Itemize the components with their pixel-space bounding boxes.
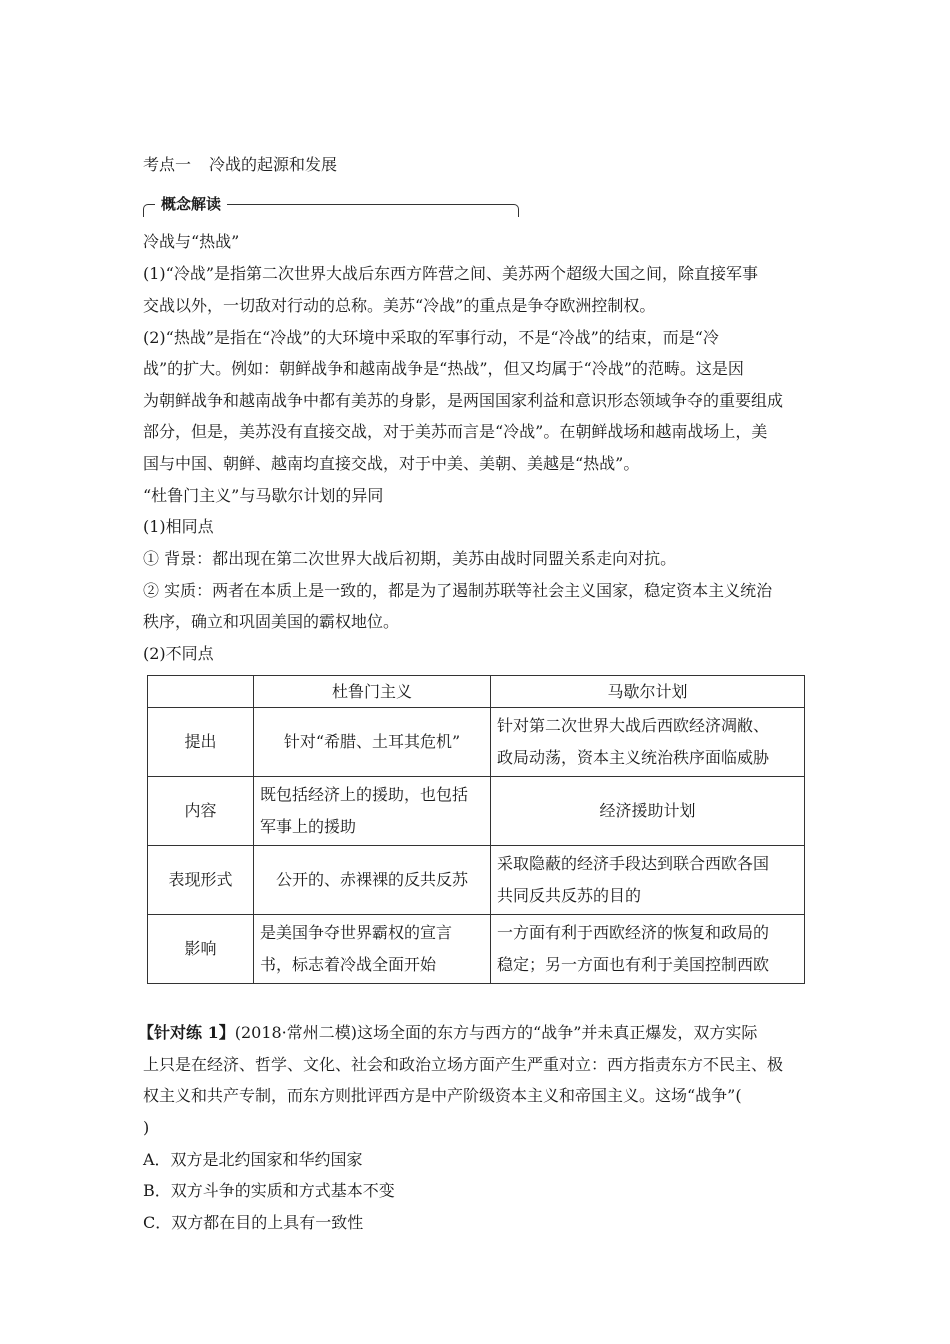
paragraph-line: 冷战与“热战” xyxy=(143,232,240,251)
table-cell xyxy=(491,708,805,777)
table-header-cell: 杜鲁门主义 xyxy=(254,676,491,708)
table-row xyxy=(148,846,805,915)
paragraph-line: (2)不同点 xyxy=(143,644,214,663)
cell-line: 共同反共反苏的目的 xyxy=(497,886,642,905)
exercise-line: 权主义和共产专制，而东方则批评西方是中产阶级资本主义和帝国主义。这场“战争”( xyxy=(143,1086,742,1105)
paragraph-line: 国与中国、朝鲜、越南均直接交战，对于中美、美朝、美越是“热战”。 xyxy=(143,454,640,473)
option-a[interactable]: A．双方是北约国家和华约国家 xyxy=(143,1150,363,1169)
paragraph-line: 部分，但是，美苏没有直接交战，对于美苏而言是“冷战”。在朝鲜战场和越南战场上，美 xyxy=(143,422,768,441)
table-cell: 经济援助计划 xyxy=(491,777,805,846)
table-cell: 公开的、赤裸裸的反共反苏 xyxy=(254,846,491,915)
table-cell xyxy=(491,846,805,915)
table-cell xyxy=(254,777,491,846)
cell-line: 是美国争夺世界霸权的宣言 xyxy=(260,923,453,942)
cell-line: 书，标志着冷战全面开始 xyxy=(260,955,437,974)
row-label: 影响 xyxy=(148,915,254,984)
cell-line: 军事上的援助 xyxy=(260,817,357,836)
comparison-table xyxy=(147,675,805,984)
cell-line: 稳定；另一方面也有利于美国控制西欧 xyxy=(497,955,770,974)
table-cell: 针对“希腊、土耳其危机” xyxy=(254,708,491,777)
exercise-line: ) xyxy=(143,1118,150,1137)
paragraph-line: (1)“冷战”是指第二次世界大战后东西方阵营之间、美苏两个超级大国之间，除直接军事 xyxy=(143,264,759,283)
section-heading: 冷战的起源和发展 xyxy=(209,155,338,174)
option-c[interactable]: C．双方都在目的上具有一致性 xyxy=(143,1213,364,1232)
paragraph-line: 为朝鲜战争和越南战争中都有美苏的身影，是两国国家利益和意识形态领域争夺的重要组成 xyxy=(143,391,784,410)
section-number: 考点一 xyxy=(143,155,192,174)
paragraph-line: 交战以外，一切敌对行动的总称。美苏“冷战”的重点是争夺欧洲控制权。 xyxy=(143,296,656,315)
cell-line: 采取隐蔽的经济手段达到联合西欧各国 xyxy=(497,854,770,873)
cell-line: 既包括经济上的援助，也包括 xyxy=(260,785,469,804)
row-label: 内容 xyxy=(148,777,254,846)
paragraph-line: 秩序，确立和巩固美国的霸权地位。 xyxy=(143,612,400,631)
paragraph-line: “杜鲁门主义”与马歇尔计划的异同 xyxy=(143,486,384,505)
cell-line: 一方面有利于西欧经济的恢复和政局的 xyxy=(497,923,770,942)
table-row xyxy=(148,708,805,777)
exercise-line xyxy=(138,1022,757,1044)
exercise-line: 上只是在经济、哲学、文化、社会和政治立场方面产生严重对立：西方指责东方不民主、极 xyxy=(143,1055,784,1074)
cell-line: 针对第二次世界大战后西欧经济凋敝、 xyxy=(497,716,770,735)
table-row xyxy=(148,915,805,984)
paragraph-line: (1)相同点 xyxy=(143,517,214,536)
paragraph-line: ② 实质：两者在本质上是一致的，都是为了遏制苏联等社会主义国家，稳定资本主义统治 xyxy=(143,581,773,600)
row-label: 表现形式 xyxy=(148,846,254,915)
option-b[interactable]: B．双方斗争的实质和方式基本不变 xyxy=(143,1181,395,1200)
row-label: 提出 xyxy=(148,708,254,777)
cell-line: 政局动荡，资本主义统治秩序面临威胁 xyxy=(497,748,770,767)
table-header-cell xyxy=(148,676,254,708)
table-cell xyxy=(254,915,491,984)
exercise-tag: 【针对练 1】 xyxy=(138,1023,235,1042)
section-title xyxy=(143,154,337,176)
table-header-cell: 马歇尔计划 xyxy=(491,676,805,708)
paragraph-line: ① 背景：都出现在第二次世界大战后初期，美苏由战时同盟关系走向对抗。 xyxy=(143,549,677,568)
paragraph-line: (2)“热战”是指在“冷战”的大环境中采取的军事行动，不是“冷战”的结束，而是“冷 xyxy=(143,328,719,347)
concept-label: 概念解读 xyxy=(155,194,227,214)
paragraph-line: 战”的扩大。例如：朝鲜战争和越南战争是“热战”，但又均属于“冷战”的范畴。这是因 xyxy=(143,359,744,378)
table-row xyxy=(148,777,805,846)
exercise-text: (2018·常州二模)这场全面的东方与西方的“战争”并未真正爆发，双方实际 xyxy=(234,1023,758,1042)
concept-header xyxy=(143,194,519,218)
table-cell xyxy=(491,915,805,984)
table-header-row xyxy=(148,676,805,708)
